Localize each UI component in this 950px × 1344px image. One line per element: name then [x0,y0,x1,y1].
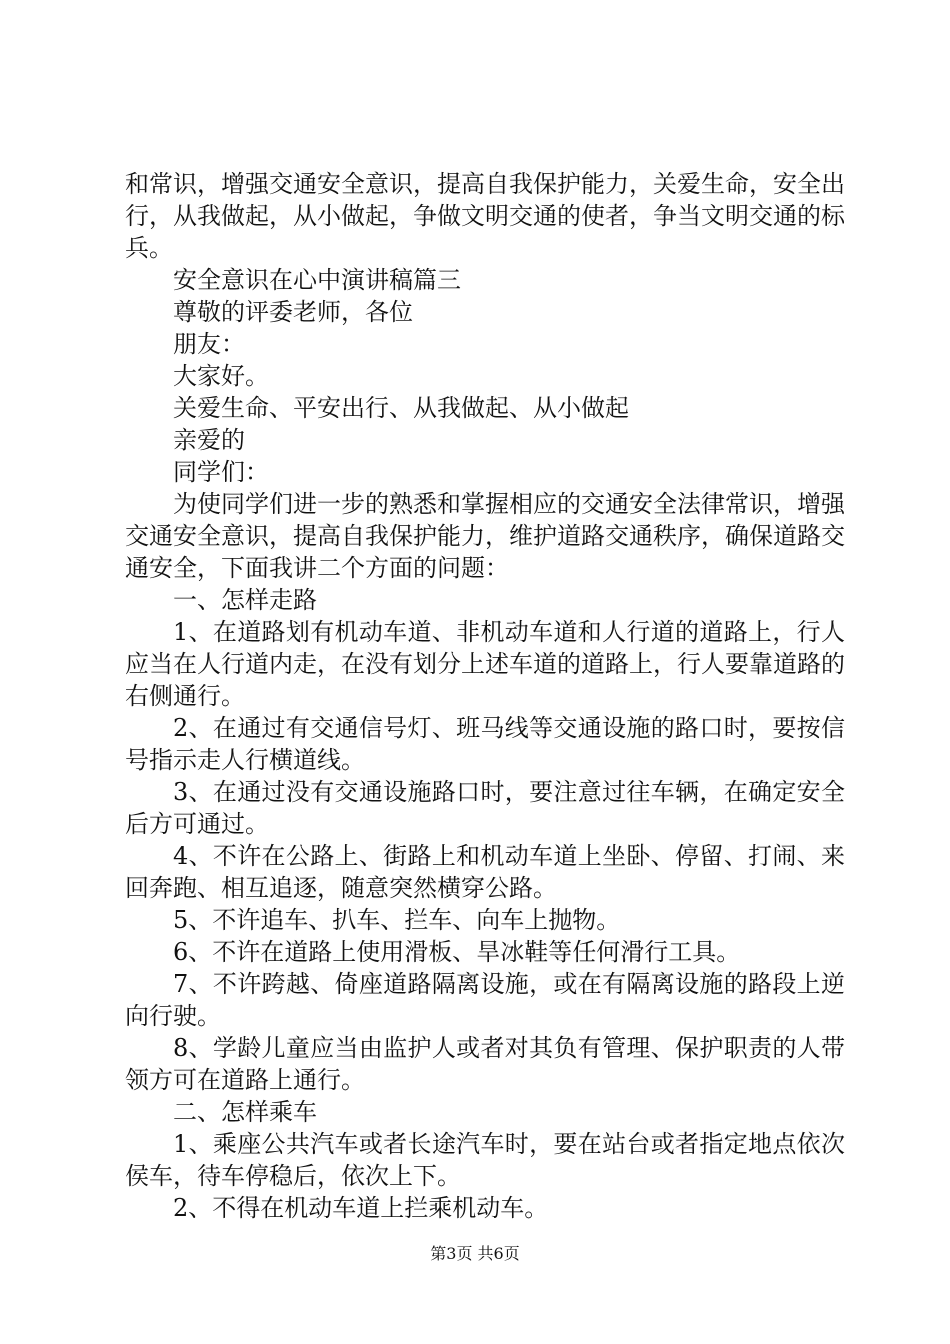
greeting: 大家好。 [173,362,269,390]
salutation: 尊敬的评委老师，各位 [173,298,413,326]
section-title: 安全意识在心中演讲稿篇三 [173,266,461,294]
document-body [125,168,845,1224]
paragraph: 和常识，增强交通安全意识，提高自我保护能力，关爱生命，安全出行，从我做起，从小做起，争做文明交通的使者，争当文明交通的标兵。 [125,170,845,262]
list-item: 4、不许在公路上、街路上和机动车道上坐卧、停留、打闹、来回奔跑、相互追逐，随意突然横穿公路。 [125,842,845,902]
salutation: 朋友： [173,330,245,358]
list-item: 7、不许跨越、倚座道路隔离设施，或在有隔离设施的路段上逆向行驶。 [125,970,845,1030]
list-item: 5、不许追车、扒车、拦车、向车上抛物。 [173,906,621,934]
salutation: 亲爱的 [173,426,245,454]
list-item: 2、不得在机动车道上拦乘机动车。 [173,1194,549,1222]
salutation: 同学们： [173,458,269,486]
speech-title: 关爱生命、平安出行、从我做起、从小做起 [173,394,629,422]
list-item: 1、乘座公共汽车或者长途汽车时，要在站台或者指定地点依次侯车，待车停稳后，依次上下。 [125,1130,845,1190]
list-item: 3、在通过没有交通设施路口时，要注意过往车辆，在确定安全后方可通过。 [125,778,845,838]
section-heading: 一、怎样走路 [173,586,317,614]
list-item: 2、在通过有交通信号灯、班马线等交通设施的路口时，要按信号指示走人行横道线。 [125,714,845,774]
list-item: 1、在道路划有机动车道、非机动车道和人行道的道路上，行人应当在人行道内走，在没有划分上述车道的道路上，行人要靠道路的右侧通行。 [125,618,845,710]
page-number-footer: 第3页 共6页 [430,1244,520,1263]
section-heading: 二、怎样乘车 [173,1098,317,1126]
list-item: 8、学龄儿童应当由监护人或者对其负有管理、保护职责的人带领方可在道路上通行。 [125,1034,845,1094]
paragraph: 为使同学们进一步的熟悉和掌握相应的交通安全法律常识，增强交通安全意识，提高自我保护能力，维护道路交通秩序，确保道路交通安全，下面我讲二个方面的问题： [125,490,845,582]
list-item: 6、不许在道路上使用滑板、旱冰鞋等任何滑行工具。 [173,938,741,966]
